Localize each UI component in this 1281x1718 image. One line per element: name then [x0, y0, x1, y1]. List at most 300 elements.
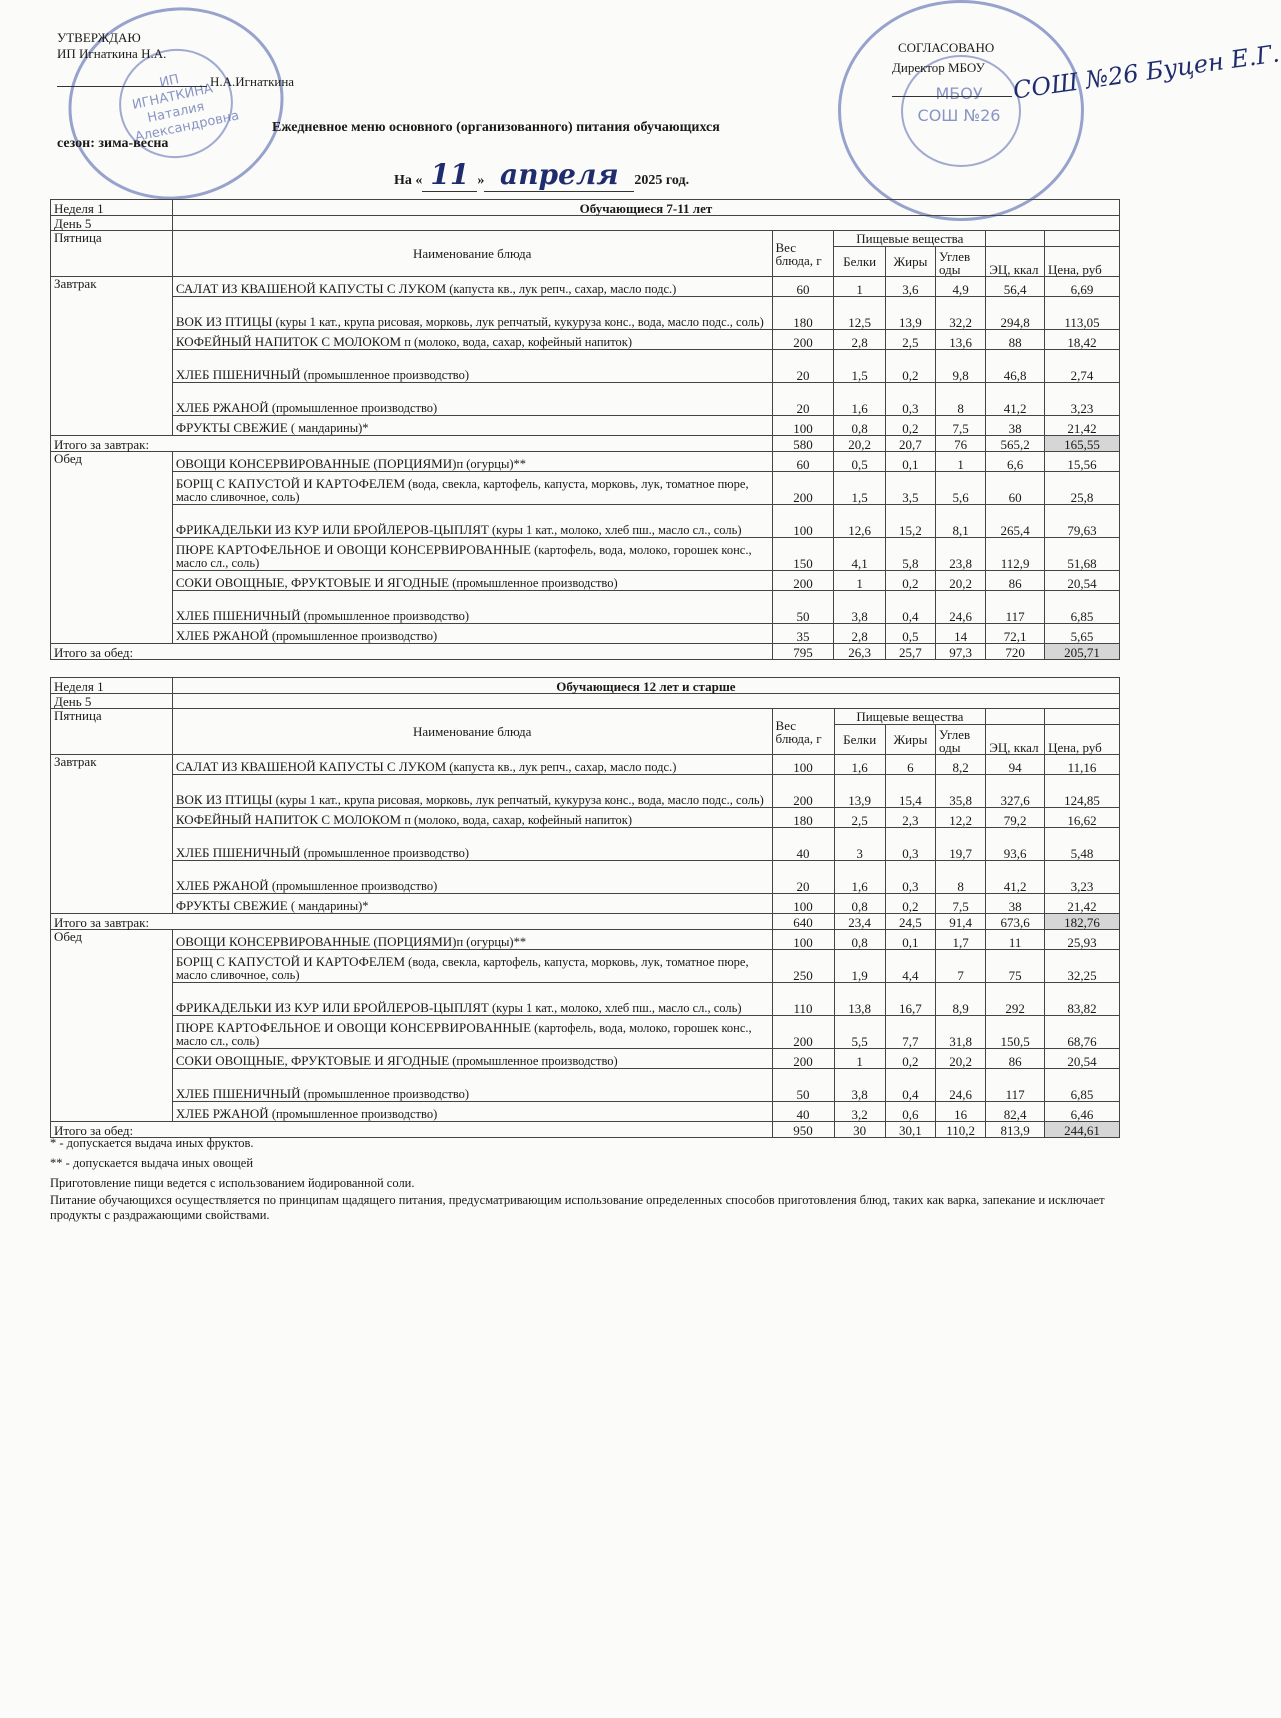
- dish-c: 1: [936, 452, 986, 472]
- col-price-top: [1045, 231, 1120, 247]
- dish-p: 3: [834, 828, 885, 861]
- dish-cell: [172, 755, 772, 775]
- dish-w: 200: [772, 775, 834, 808]
- dish-c: 13,6: [936, 330, 986, 350]
- dish-c: 20,2: [936, 1049, 986, 1069]
- dish-c: 1,7: [936, 930, 986, 950]
- col-nutrients: Пищевые вещества: [834, 709, 986, 725]
- total-c: 76: [936, 436, 986, 452]
- dish-name: ПЮРЕ КАРТОФЕЛЬНОЕ И ОВОЩИ КОНСЕРВИРОВАННЫЕ: [175, 542, 532, 557]
- dish-cell: [172, 277, 772, 297]
- dish-e: 38: [986, 894, 1045, 914]
- dish-e: 150,5: [986, 1016, 1045, 1049]
- total-pr: 205,71: [1045, 644, 1120, 660]
- dish-cell: [172, 452, 772, 472]
- dish-row: [51, 930, 1120, 950]
- dish-desc: (капуста кв., лук репч., сахар, масло подс.): [446, 760, 677, 774]
- dish-pr: 68,76: [1045, 1016, 1120, 1049]
- dish-desc: ( мандарины)*: [287, 421, 369, 435]
- dish-f: 6: [885, 755, 935, 775]
- dish-f: 2,3: [885, 808, 935, 828]
- total-label: Итого за завтрак:: [51, 914, 773, 930]
- dish-e: 93,6: [986, 828, 1045, 861]
- dish-p: 3,8: [834, 1069, 885, 1102]
- col-energy-top: [986, 231, 1045, 247]
- dish-c: 23,8: [936, 538, 986, 571]
- dish-p: 0,8: [834, 930, 885, 950]
- dish-row: [51, 894, 1120, 914]
- dish-name: ФРУКТЫ СВЕЖИЕ: [175, 420, 288, 435]
- dish-desc: (промышленное производство): [449, 576, 618, 590]
- total-p: 23,4: [834, 914, 885, 930]
- dish-p: 2,5: [834, 808, 885, 828]
- dish-w: 50: [772, 591, 834, 624]
- dish-pr: 18,42: [1045, 330, 1120, 350]
- dish-name: ХЛЕБ РЖАНОЙ: [175, 1106, 269, 1121]
- col-carbs: Углев оды: [936, 247, 986, 277]
- dish-f: 15,4: [885, 775, 935, 808]
- dish-f: 4,4: [885, 950, 935, 983]
- dish-desc: п (молоко, вода, сахар, кофейный напиток): [401, 335, 632, 349]
- dish-cell: [172, 505, 772, 538]
- dish-w: 150: [772, 538, 834, 571]
- approve-org: ИП Игнаткина Н.А.: [57, 46, 167, 61]
- date-prefix: На «: [394, 173, 423, 188]
- dish-f: 0,2: [885, 894, 935, 914]
- agree-role: Директор МБОУ: [892, 60, 985, 75]
- dish-pr: 3,23: [1045, 383, 1120, 416]
- total-row: [51, 436, 1120, 452]
- date-mid: »: [477, 173, 485, 188]
- dish-cell: [172, 1016, 772, 1049]
- dish-p: 3,2: [834, 1102, 885, 1122]
- dish-c: 14: [936, 624, 986, 644]
- dish-cell: [172, 591, 772, 624]
- group-title: Обучающиеся 7-11 лет: [172, 200, 1119, 216]
- dish-p: 1,5: [834, 350, 885, 383]
- dish-f: 0,2: [885, 1049, 935, 1069]
- total-pr: 244,61: [1045, 1122, 1120, 1138]
- dish-desc: (промышленное производство): [300, 1087, 470, 1101]
- dish-e: 75: [986, 950, 1045, 983]
- dish-row: [51, 861, 1120, 894]
- dish-name: ФРИКАДЕЛЬКИ ИЗ КУР ИЛИ БРОЙЛЕРОВ-ЦЫПЛЯТ: [175, 522, 489, 537]
- dish-w: 60: [772, 452, 834, 472]
- dish-name: ХЛЕБ ПШЕНИЧНЫЙ: [175, 367, 301, 382]
- dish-pr: 25,8: [1045, 472, 1120, 505]
- col-protein: Белки: [834, 725, 885, 755]
- dish-c: 24,6: [936, 591, 986, 624]
- dish-name: ХЛЕБ РЖАНОЙ: [175, 628, 269, 643]
- dish-row: [51, 624, 1120, 644]
- dish-f: 13,9: [885, 297, 935, 330]
- dish-p: 1,9: [834, 950, 885, 983]
- dish-c: 24,6: [936, 1069, 986, 1102]
- col-price: Цена, руб: [1045, 725, 1120, 755]
- dish-p: 12,6: [834, 505, 885, 538]
- col-energy-top: [986, 709, 1045, 725]
- day-row: [51, 694, 1120, 709]
- dish-pr: 21,42: [1045, 416, 1120, 436]
- total-e: 673,6: [986, 914, 1045, 930]
- dish-f: 0,3: [885, 828, 935, 861]
- dish-p: 2,8: [834, 624, 885, 644]
- dish-c: 20,2: [936, 571, 986, 591]
- dish-f: 7,7: [885, 1016, 935, 1049]
- dish-pr: 20,54: [1045, 1049, 1120, 1069]
- left-stamp-text: ИП ИГНАТКИНА Наталия Александровна: [130, 72, 241, 146]
- dish-cell: [172, 538, 772, 571]
- dish-p: 12,5: [834, 297, 885, 330]
- meal-label: Завтрак: [51, 277, 173, 436]
- dish-desc: (вода, свекла, картофель, капуста, морковь, лук, томатное пюре, масло сливочное, соль): [175, 477, 749, 504]
- dish-w: 200: [772, 1049, 834, 1069]
- dish-w: 40: [772, 1102, 834, 1122]
- dish-name: ВОК ИЗ ПТИЦЫ: [175, 314, 273, 329]
- dish-c: 9,8: [936, 350, 986, 383]
- total-w: 580: [772, 436, 834, 452]
- dish-cell: [172, 624, 772, 644]
- dish-cell: [172, 472, 772, 505]
- day-label: День 5: [51, 216, 173, 231]
- day-spacer: [172, 694, 1119, 709]
- dish-e: 41,2: [986, 383, 1045, 416]
- dish-c: 16: [936, 1102, 986, 1122]
- dish-row: [51, 297, 1120, 330]
- dish-name: КОФЕЙНЫЙ НАПИТОК С МОЛОКОМ: [175, 334, 402, 349]
- dish-desc: (промышленное производство): [300, 846, 470, 860]
- dish-desc: (картофель, вода, молоко, горошек конс., масло сл., соль): [175, 543, 752, 570]
- dish-name: БОРЩ С КАПУСТОЙ И КАРТОФЕЛЕМ: [175, 476, 406, 491]
- right-stamp: [838, 0, 1084, 221]
- dish-pr: 6,46: [1045, 1102, 1120, 1122]
- dish-p: 1: [834, 571, 885, 591]
- dish-cell: [172, 983, 772, 1016]
- menu-table-12-plus: [50, 677, 1120, 1138]
- agree-signature: СОШ №26 Буцен Е.Г.: [1011, 39, 1281, 105]
- total-e: 720: [986, 644, 1045, 660]
- dish-f: 0,4: [885, 1069, 935, 1102]
- dish-c: 4,9: [936, 277, 986, 297]
- col-price: Цена, руб: [1045, 247, 1120, 277]
- dish-row: [51, 383, 1120, 416]
- col-nutrients: Пищевые вещества: [834, 231, 986, 247]
- dish-row: [51, 755, 1120, 775]
- dish-f: 0,3: [885, 861, 935, 894]
- dish-desc: (вода, свекла, картофель, капуста, морковь, лук, томатное пюре, масло сливочное, соль): [175, 955, 749, 982]
- dish-e: 294,8: [986, 297, 1045, 330]
- dish-e: 56,4: [986, 277, 1045, 297]
- dish-row: [51, 950, 1120, 983]
- dish-p: 0,8: [834, 894, 885, 914]
- dish-c: 32,2: [936, 297, 986, 330]
- dish-cell: [172, 1069, 772, 1102]
- dish-e: 79,2: [986, 808, 1045, 828]
- dish-desc: п (огурцы)**: [456, 935, 527, 949]
- dish-row: [51, 350, 1120, 383]
- agree-sign-line: [892, 96, 1012, 97]
- total-w: 795: [772, 644, 834, 660]
- dish-e: 60: [986, 472, 1045, 505]
- dish-w: 180: [772, 808, 834, 828]
- col-weight: Вес блюда, г: [772, 231, 834, 277]
- dish-cell: [172, 930, 772, 950]
- dish-desc: (куры 1 кат., молоко, хлеб пш., масло сл., соль): [488, 1001, 742, 1015]
- dish-desc: (промышленное производство): [268, 401, 438, 415]
- dish-name: ОВОЩИ КОНСЕРВИРОВАННЫЕ (ПОРЦИЯМИ): [175, 456, 457, 471]
- dish-pr: 3,23: [1045, 861, 1120, 894]
- dish-cell: [172, 383, 772, 416]
- dish-name: ХЛЕБ ПШЕНИЧНЫЙ: [175, 608, 301, 623]
- dish-w: 250: [772, 950, 834, 983]
- dish-e: 86: [986, 571, 1045, 591]
- col-protein: Белки: [834, 247, 885, 277]
- dish-c: 5,6: [936, 472, 986, 505]
- day-row: [51, 216, 1120, 231]
- dish-e: 88: [986, 330, 1045, 350]
- dish-e: 11: [986, 930, 1045, 950]
- dish-e: 117: [986, 1069, 1045, 1102]
- dish-cell: [172, 1049, 772, 1069]
- dish-pr: 11,16: [1045, 755, 1120, 775]
- col-dish: Наименование блюда: [172, 231, 772, 277]
- dish-w: 180: [772, 297, 834, 330]
- dish-desc: (промышленное производство): [268, 629, 438, 643]
- total-e: 565,2: [986, 436, 1045, 452]
- col-energy: ЭЦ, ккал: [986, 247, 1045, 277]
- dish-name: КОФЕЙНЫЙ НАПИТОК С МОЛОКОМ: [175, 812, 402, 827]
- dish-w: 100: [772, 930, 834, 950]
- dish-cell: [172, 775, 772, 808]
- dish-w: 100: [772, 416, 834, 436]
- dish-cell: [172, 297, 772, 330]
- footnote-3: Приготовление пищи ведется с использованием йодированной соли.: [50, 1176, 415, 1190]
- dish-row: [51, 828, 1120, 861]
- dish-row: [51, 452, 1120, 472]
- dish-f: 0,4: [885, 591, 935, 624]
- header-row-1: [51, 709, 1120, 725]
- dish-desc: (куры 1 кат., молоко, хлеб пш., масло сл., соль): [488, 523, 742, 537]
- dish-p: 13,8: [834, 983, 885, 1016]
- dish-e: 327,6: [986, 775, 1045, 808]
- dish-c: 31,8: [936, 1016, 986, 1049]
- dish-f: 15,2: [885, 505, 935, 538]
- dish-e: 86: [986, 1049, 1045, 1069]
- dish-name: САЛАТ ИЗ КВАШЕНОЙ КАПУСТЫ С ЛУКОМ: [175, 281, 447, 296]
- dish-row: [51, 472, 1120, 505]
- dish-c: 8,9: [936, 983, 986, 1016]
- dish-pr: 32,25: [1045, 950, 1120, 983]
- dish-p: 1,5: [834, 472, 885, 505]
- meal-label: Обед: [51, 452, 173, 644]
- dish-cell: [172, 894, 772, 914]
- dish-name: ПЮРЕ КАРТОФЕЛЬНОЕ И ОВОЩИ КОНСЕРВИРОВАННЫЕ: [175, 1020, 532, 1035]
- col-fat: Жиры: [885, 725, 935, 755]
- dish-row: [51, 1016, 1120, 1049]
- total-p: 26,3: [834, 644, 885, 660]
- approve-sign-line: [57, 86, 207, 87]
- dish-e: 82,4: [986, 1102, 1045, 1122]
- total-c: 110,2: [936, 1122, 986, 1138]
- dish-w: 60: [772, 277, 834, 297]
- dish-name: ВОК ИЗ ПТИЦЫ: [175, 792, 273, 807]
- dish-desc: (промышленное производство): [300, 609, 470, 623]
- dish-name: ФРУКТЫ СВЕЖИЕ: [175, 898, 288, 913]
- agree-label: СОГЛАСОВАНО: [898, 40, 995, 55]
- dish-row: [51, 505, 1120, 538]
- dish-p: 1,6: [834, 383, 885, 416]
- weekday-label: Пятница: [51, 231, 173, 277]
- dish-pr: 5,65: [1045, 624, 1120, 644]
- dish-pr: 25,93: [1045, 930, 1120, 950]
- dish-e: 112,9: [986, 538, 1045, 571]
- dish-w: 40: [772, 828, 834, 861]
- dish-e: 38: [986, 416, 1045, 436]
- dish-desc: (промышленное производство): [268, 879, 438, 893]
- dish-pr: 6,85: [1045, 591, 1120, 624]
- dish-f: 0,2: [885, 571, 935, 591]
- dish-cell: [172, 950, 772, 983]
- approve-sign: Н.А.Игнаткина: [210, 74, 295, 89]
- dish-pr: 21,42: [1045, 894, 1120, 914]
- dish-f: 0,6: [885, 1102, 935, 1122]
- week-label: Неделя 1: [51, 678, 173, 694]
- dish-name: САЛАТ ИЗ КВАШЕНОЙ КАПУСТЫ С ЛУКОМ: [175, 759, 447, 774]
- dish-pr: 83,82: [1045, 983, 1120, 1016]
- date-year: 2025 год.: [634, 173, 690, 188]
- dish-desc: (картофель, вода, молоко, горошек конс., масло сл., соль): [175, 1021, 752, 1048]
- dish-cell: [172, 571, 772, 591]
- dish-pr: 16,62: [1045, 808, 1120, 828]
- dish-w: 200: [772, 472, 834, 505]
- dish-pr: 15,56: [1045, 452, 1120, 472]
- dish-c: 7,5: [936, 416, 986, 436]
- dish-c: 8,2: [936, 755, 986, 775]
- col-price-top: [1045, 709, 1120, 725]
- dish-e: 72,1: [986, 624, 1045, 644]
- dish-cell: [172, 330, 772, 350]
- dish-e: 6,6: [986, 452, 1045, 472]
- dish-name: ХЛЕБ ПШЕНИЧНЫЙ: [175, 845, 301, 860]
- dish-c: 35,8: [936, 775, 986, 808]
- total-f: 30,1: [885, 1122, 935, 1138]
- dish-w: 20: [772, 861, 834, 894]
- dish-c: 8: [936, 383, 986, 416]
- dish-desc: (капуста кв., лук репч., сахар, масло подс.): [446, 282, 677, 296]
- total-w: 640: [772, 914, 834, 930]
- dish-f: 16,7: [885, 983, 935, 1016]
- dish-p: 0,8: [834, 416, 885, 436]
- page-title: Ежедневное меню основного (организованного) питания обучающихся: [272, 120, 720, 135]
- dish-f: 0,2: [885, 416, 935, 436]
- dish-cell: [172, 808, 772, 828]
- col-carbs: Углев оды: [936, 725, 986, 755]
- dish-pr: 124,85: [1045, 775, 1120, 808]
- dish-f: 0,1: [885, 452, 935, 472]
- col-fat: Жиры: [885, 247, 935, 277]
- week-row: [51, 200, 1120, 216]
- col-energy: ЭЦ, ккал: [986, 725, 1045, 755]
- dish-w: 200: [772, 330, 834, 350]
- footnote-2: ** - допускается выдача иных овощей: [50, 1156, 254, 1170]
- total-w: 950: [772, 1122, 834, 1138]
- total-label: Итого за завтрак:: [51, 436, 773, 452]
- dish-row: [51, 1069, 1120, 1102]
- dish-p: 2,8: [834, 330, 885, 350]
- dish-f: 3,6: [885, 277, 935, 297]
- total-p: 30: [834, 1122, 885, 1138]
- dish-name: ХЛЕБ ПШЕНИЧНЫЙ: [175, 1086, 301, 1101]
- right-stamp-text: МБОУ СОШ №26: [917, 84, 1001, 125]
- dish-row: [51, 983, 1120, 1016]
- dish-name: ОВОЩИ КОНСЕРВИРОВАННЫЕ (ПОРЦИЯМИ): [175, 934, 457, 949]
- weekday-label: Пятница: [51, 709, 173, 755]
- dish-f: 2,5: [885, 330, 935, 350]
- dish-pr: 79,63: [1045, 505, 1120, 538]
- dish-w: 100: [772, 755, 834, 775]
- total-p: 20,2: [834, 436, 885, 452]
- dish-p: 4,1: [834, 538, 885, 571]
- dish-cell: [172, 416, 772, 436]
- dish-p: 13,9: [834, 775, 885, 808]
- dish-w: 200: [772, 1016, 834, 1049]
- dish-c: 12,2: [936, 808, 986, 828]
- total-c: 91,4: [936, 914, 986, 930]
- dish-w: 20: [772, 383, 834, 416]
- dish-e: 94: [986, 755, 1045, 775]
- total-f: 20,7: [885, 436, 935, 452]
- dish-c: 7: [936, 950, 986, 983]
- dish-desc: ( мандарины)*: [287, 899, 369, 913]
- total-e: 813,9: [986, 1122, 1045, 1138]
- dish-pr: 6,69: [1045, 277, 1120, 297]
- total-c: 97,3: [936, 644, 986, 660]
- meal-label: Завтрак: [51, 755, 173, 914]
- dish-p: 1,6: [834, 861, 885, 894]
- dish-f: 0,3: [885, 383, 935, 416]
- dish-name: ХЛЕБ РЖАНОЙ: [175, 878, 269, 893]
- dish-cell: [172, 828, 772, 861]
- dish-row: [51, 538, 1120, 571]
- week-row: [51, 678, 1120, 694]
- dish-p: 0,5: [834, 452, 885, 472]
- col-dish: Наименование блюда: [172, 709, 772, 755]
- dish-w: 200: [772, 571, 834, 591]
- dish-row: [51, 1049, 1120, 1069]
- dish-cell: [172, 350, 772, 383]
- dish-row: [51, 775, 1120, 808]
- total-f: 25,7: [885, 644, 935, 660]
- total-row: [51, 644, 1120, 660]
- dish-row: [51, 416, 1120, 436]
- dish-row: [51, 330, 1120, 350]
- dish-row: [51, 571, 1120, 591]
- dish-pr: 6,85: [1045, 1069, 1120, 1102]
- dish-p: 1,6: [834, 755, 885, 775]
- dish-pr: 113,05: [1045, 297, 1120, 330]
- dish-cell: [172, 1102, 772, 1122]
- day-label: День 5: [51, 694, 173, 709]
- dish-w: 100: [772, 894, 834, 914]
- date-day: 11: [422, 158, 477, 192]
- col-weight: Вес блюда, г: [772, 709, 834, 755]
- dish-e: 265,4: [986, 505, 1045, 538]
- dish-p: 3,8: [834, 591, 885, 624]
- dish-desc: (промышленное производство): [449, 1054, 618, 1068]
- dish-e: 292: [986, 983, 1045, 1016]
- dish-desc: (промышленное производство): [300, 368, 470, 382]
- week-label: Неделя 1: [51, 200, 173, 216]
